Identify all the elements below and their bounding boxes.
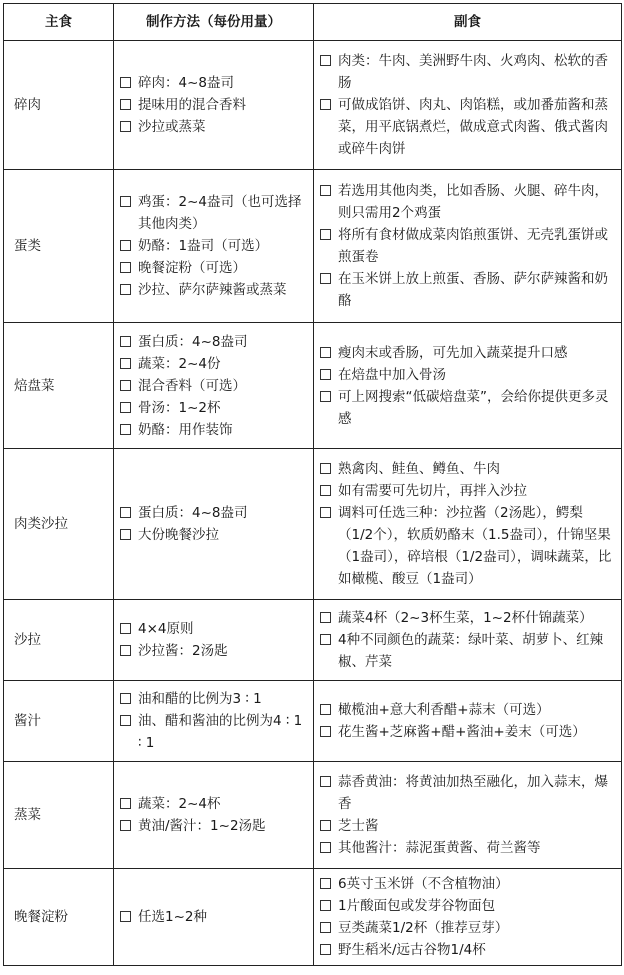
- checkbox-icon: [320, 99, 331, 110]
- side-dish-cell: [314, 323, 622, 449]
- checkbox-icon: [120, 336, 131, 347]
- header-side: 副食: [314, 4, 622, 41]
- checklist-item: [320, 837, 615, 859]
- checkbox-icon: [320, 776, 331, 787]
- checkbox-icon: [120, 196, 131, 207]
- checklist-item: [120, 640, 307, 662]
- header-method: 制作方法（每份用量）: [114, 4, 314, 41]
- checkbox-icon: [120, 911, 131, 922]
- checklist-item-text: 在玉米饼上放上煎蛋、香肠、萨尔萨辣酱和奶酪: [338, 271, 608, 309]
- side-dish-cell: [314, 41, 622, 170]
- checklist-item-text: 野生稻米/远古谷物1/4杯: [338, 942, 486, 958]
- checklist-item-text: 若选用其他肉类，比如香肠、火腿、碎牛肉，则只需用2个鸡蛋: [338, 183, 608, 221]
- checklist-item: [320, 458, 615, 480]
- checkbox-icon: [120, 424, 131, 435]
- checklist-item-text: 蛋白质：4~8盎司: [138, 333, 248, 350]
- method-cell: [114, 449, 314, 600]
- checklist-item: [320, 94, 615, 160]
- table-row: [4, 600, 622, 681]
- table-row: [4, 762, 622, 869]
- checklist-item: [120, 353, 307, 375]
- checkbox-icon: [320, 391, 331, 402]
- checkbox-icon: [320, 726, 331, 737]
- checkbox-icon: [320, 944, 331, 955]
- table-row: [4, 869, 622, 966]
- checkbox-icon: [120, 284, 131, 295]
- checklist-item-text: 油、醋和酱油的比例为4 ∶ 1 ∶ 1: [138, 713, 303, 751]
- checklist-item-text: 4种不同颜色的蔬菜：绿叶菜、胡萝卜、红辣椒、芹菜: [338, 632, 604, 670]
- checklist-item: [320, 386, 615, 430]
- method-cell: [114, 170, 314, 323]
- checklist-item: [320, 224, 615, 268]
- checklist-item: [120, 116, 307, 138]
- checklist-item-text: 橄榄油+意大利香醋+蒜末（可选）: [338, 702, 550, 718]
- checklist-item: [320, 917, 615, 939]
- checkbox-icon: [320, 820, 331, 831]
- main-dish-cell: 蒸菜: [4, 762, 114, 869]
- checklist-item: [120, 191, 307, 235]
- checklist-item-text: 油和醋的比例为3 ∶ 1: [138, 691, 262, 707]
- checklist-item: [120, 524, 307, 546]
- checklist-item-text: 蛋白质：4~8盎司: [138, 505, 248, 521]
- checklist-item-text: 可上网搜索“低碳焙盘菜”，会给你提供更多灵感: [338, 388, 609, 427]
- checklist-item-text: 沙拉或蒸菜: [138, 119, 206, 135]
- method-cell: [114, 600, 314, 681]
- checkbox-icon: [320, 273, 331, 284]
- checklist-item-text: 提味用的混合香料: [138, 97, 246, 113]
- checkbox-icon: [320, 185, 331, 196]
- checklist-item-text: 黄油/酱汁：1~2汤匙: [138, 818, 266, 834]
- checkbox-icon: [320, 612, 331, 623]
- checklist-item: [120, 331, 307, 353]
- table-header-row: [4, 4, 622, 41]
- checkbox-icon: [120, 402, 131, 413]
- checklist-item-text: 将所有食材做成菜肉馅煎蛋饼、无壳乳蛋饼或煎蛋卷: [338, 227, 608, 265]
- checkbox-icon: [320, 634, 331, 645]
- checklist-item-text: 混合香料（可选）: [138, 377, 246, 394]
- checklist-item-text: 花生酱+芝麻酱+醋+酱油+姜末（可选）: [338, 724, 586, 740]
- checklist-item: [320, 480, 615, 502]
- checklist-item-text: 调料可任选三种：沙拉酱（2汤匙），鳄梨（1/2个），软质奶酪末（1.5盎司），什锦坚果（1盎司），碎培根（1/2盎司），调味蔬菜，比如橄榄、酸豆（1盎司）: [338, 505, 612, 587]
- checklist-item-text: 沙拉酱：2汤匙: [138, 643, 228, 659]
- checklist-item: [120, 906, 307, 928]
- checklist-item: [320, 815, 615, 837]
- checklist-item: [320, 771, 615, 815]
- checklist-item: [320, 895, 615, 917]
- method-cell: [114, 869, 314, 966]
- method-cell: [114, 762, 314, 869]
- table-row: [4, 41, 622, 170]
- main-dish-cell: 蛋类: [4, 170, 114, 323]
- checklist-item-text: 碎肉：4~8盎司: [138, 75, 234, 91]
- checklist-item: [120, 72, 307, 94]
- side-dish-cell: [314, 600, 622, 681]
- checklist-item-text: 蔬菜4杯（2~3杯生菜，1~2杯什锦蔬菜）: [338, 610, 593, 626]
- checkbox-icon: [320, 369, 331, 380]
- main-dish-cell: 肉类沙拉: [4, 449, 114, 600]
- checkbox-icon: [120, 262, 131, 273]
- checklist-item: [320, 721, 615, 743]
- checklist-item: [120, 502, 307, 524]
- checklist-item: [120, 257, 307, 279]
- checklist-item: [120, 397, 307, 419]
- method-cell: [114, 323, 314, 449]
- checklist-item: [320, 873, 615, 895]
- checklist-item-text: 可做成馅饼、肉丸、肉馅糕，或加番茄酱和蒸菜，用平底锅煮烂，做成意式肉酱、俄式酱肉或碎牛肉饼: [338, 97, 608, 157]
- checkbox-icon: [320, 842, 331, 853]
- checklist-item: [120, 375, 307, 397]
- main-dish-cell: 晚餐淀粉: [4, 869, 114, 966]
- checklist-item: [320, 268, 615, 312]
- checklist-item-text: 蒜香黄油：将黄油加热至融化，加入蒜末，爆香: [338, 774, 608, 812]
- checkbox-icon: [320, 878, 331, 889]
- checklist-item: [320, 629, 615, 673]
- checklist-item-text: 瘦肉末或香肠，可先加入蔬菜提升口感: [338, 344, 568, 361]
- checklist-item: [320, 180, 615, 224]
- checklist-item-text: 晚餐淀粉（可选）: [138, 260, 246, 276]
- side-dish-cell: [314, 170, 622, 323]
- side-dish-cell: [314, 681, 622, 762]
- checklist-item: [120, 618, 307, 640]
- side-dish-cell: [314, 449, 622, 600]
- checklist-item-text: 在焙盘中加入骨汤: [338, 366, 446, 383]
- checkbox-icon: [320, 900, 331, 911]
- checklist-item-text: 奶酪：用作装饰: [138, 421, 233, 438]
- checklist-item-text: 蔬菜：2~4份: [138, 355, 221, 372]
- checkbox-icon: [320, 922, 331, 933]
- main-dish-cell: 焙盘菜: [4, 323, 114, 449]
- checklist-item-text: 如有需要可先切片，再拌入沙拉: [338, 483, 527, 499]
- checkbox-icon: [320, 347, 331, 358]
- checklist-item-text: 蔬菜：2~4杯: [138, 796, 221, 812]
- checklist-item-text: 大份晚餐沙拉: [138, 527, 219, 543]
- checklist-item-text: 6英寸玉米饼（不含植物油）: [338, 876, 509, 892]
- checklist-item-text: 1片酸面包或发芽谷物面包: [338, 898, 496, 914]
- main-dish-cell: 酱汁: [4, 681, 114, 762]
- checkbox-icon: [120, 693, 131, 704]
- checklist-item: [120, 688, 307, 710]
- table-row: [4, 170, 622, 323]
- main-dish-cell: 沙拉: [4, 600, 114, 681]
- method-cell: [114, 41, 314, 170]
- checklist-item: [120, 279, 307, 301]
- header-main: 主食: [4, 4, 114, 41]
- checklist-item: [120, 793, 307, 815]
- checkbox-icon: [120, 715, 131, 726]
- checkbox-icon: [320, 485, 331, 496]
- checklist-item-text: 骨汤：1~2杯: [138, 399, 221, 416]
- checkbox-icon: [120, 77, 131, 88]
- side-dish-cell: [314, 762, 622, 869]
- checkbox-icon: [320, 704, 331, 715]
- checklist-item: [320, 939, 615, 961]
- checklist-item-text: 沙拉、萨尔萨辣酱或蒸菜: [138, 282, 287, 298]
- method-cell: [114, 681, 314, 762]
- checkbox-icon: [120, 99, 131, 110]
- checklist-item-text: 鸡蛋：2~4盎司（也可选择其他肉类）: [138, 194, 302, 232]
- checklist-item: [320, 607, 615, 629]
- checklist-item: [320, 502, 615, 590]
- checklist-item: [120, 710, 307, 754]
- checklist-item-text: 芝士酱: [338, 818, 379, 834]
- checkbox-icon: [320, 55, 331, 66]
- checklist-item-text: 肉类：牛肉、美洲野牛肉、火鸡肉、松软的香肠: [338, 53, 608, 91]
- checklist-item: [320, 342, 615, 364]
- checklist-item-text: 4×4原则: [138, 621, 194, 637]
- checklist-item: [120, 815, 307, 837]
- table-body: [4, 41, 622, 966]
- checklist-item: [320, 699, 615, 721]
- checkbox-icon: [120, 623, 131, 634]
- checklist-item-text: 其他酱汁：蒜泥蛋黄酱、荷兰酱等: [338, 840, 541, 856]
- checklist-item: [120, 419, 307, 441]
- checkbox-icon: [320, 463, 331, 474]
- checklist-item-text: 奶酪：1盎司（可选）: [138, 238, 269, 254]
- checkbox-icon: [120, 820, 131, 831]
- checklist-item-text: 熟禽肉、鲑鱼、鳟鱼、牛肉: [338, 461, 500, 477]
- meal-table-wrapper: [3, 3, 621, 966]
- checklist-item: [120, 94, 307, 116]
- checkbox-icon: [120, 358, 131, 369]
- checklist-item: [320, 364, 615, 386]
- checkbox-icon: [320, 229, 331, 240]
- table-row: [4, 323, 622, 449]
- checkbox-icon: [120, 121, 131, 132]
- table-row: [4, 449, 622, 600]
- checkbox-icon: [120, 380, 131, 391]
- checkbox-icon: [320, 507, 331, 518]
- side-dish-cell: [314, 869, 622, 966]
- checkbox-icon: [120, 240, 131, 251]
- main-dish-cell: 碎肉: [4, 41, 114, 170]
- checklist-item: [120, 235, 307, 257]
- meal-plan-table: [3, 3, 622, 966]
- checkbox-icon: [120, 529, 131, 540]
- table-row: [4, 681, 622, 762]
- checkbox-icon: [120, 507, 131, 518]
- checklist-item: [320, 50, 615, 94]
- checkbox-icon: [120, 645, 131, 656]
- checklist-item-text: 任选1~2种: [138, 909, 207, 925]
- checklist-item-text: 豆类蔬菜1/2杯（推荐豆芽）: [338, 920, 509, 936]
- checkbox-icon: [120, 798, 131, 809]
